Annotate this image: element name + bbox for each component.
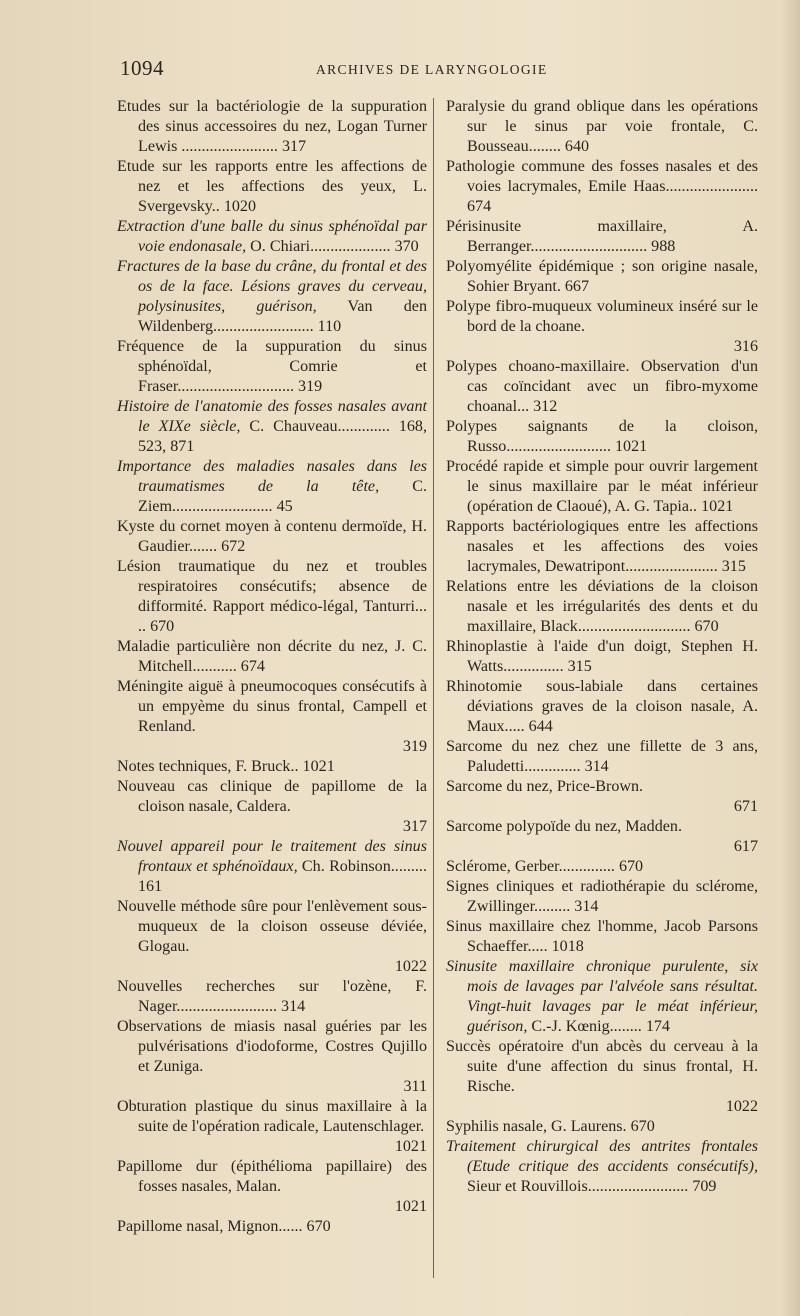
index-entry [446,877,758,917]
entry-text: Sarcome du nez, Price-Brown. [446,778,644,795]
index-entry [446,577,758,637]
index-entry [117,1097,427,1157]
entry-title-italic: Nouvel appareil pour le traitement des sinus frontaux et sphénoïdaux, [117,838,427,875]
entry-title-italic: Importance des maladies nasales dans les traumatismes de la tête, [117,458,427,495]
index-entry [446,677,758,737]
entry-text: Polyomyélite épidémique ; son origine nasale, Sohier Bryant. 667 [446,258,758,295]
entry-text: Signes cliniques et radiothérapie du sclérome, Zwillinger......... 314 [446,878,758,915]
entry-page-number: 1022 [725,1098,758,1115]
entry-text: Syphilis nasale, G. Laurens. 670 [446,1118,655,1135]
index-entry [446,777,758,817]
index-entry [117,1157,427,1217]
entry-text: Nouvelles recherches sur l'ozène, F. Nager......................... 314 [117,978,427,1015]
running-title: ARCHIVES DE LARYNGOLOGIE [316,62,548,77]
entry-text: Polype fibro-muqueux volumineux inséré sur le bord de la choane. [446,298,758,335]
page-number: 1094 [120,56,164,80]
entry-text: Obturation plastique du sinus maxillaire à la suite de l'opération radicale, Lautenschlager. [117,1098,427,1135]
entry-text: Kyste du cornet moyen à contenu dermoïde, H. Gaudier....... 672 [117,518,427,555]
index-entry [446,97,758,157]
index-entry [446,157,758,217]
index-entry [446,417,758,457]
entry-text: Van den Wildenberg......................... 110 [138,298,427,335]
entry-text: Nouvelle méthode sûre pour l'enlèvement sous-muqueux de la cloison osseuse déviée, Glogau. [117,898,427,955]
entry-text: Papillome dur (épithélioma papillaire) des fosses nasales, Malan. [117,1158,427,1195]
entry-text: O. Chiari.................... 370 [246,238,419,255]
entry-text: Rapports bactériologiques entre les affections nasales et les affections des voies lacrymales, Dewatripont....................... 315 [446,518,758,575]
entry-page-number: 319 [402,738,427,755]
entry-title-italic: Extraction d'une balle du sinus sphénoïdal par voie endonasale, [117,218,427,255]
index-entry [117,637,427,677]
index-entry [446,357,758,417]
entry-page-number: 1021 [394,1198,427,1215]
entry-text: Sinus maxillaire chez l'homme, Jacob Parsons Schaeffer..... 1018 [446,918,758,955]
entry-text: Relations entre les déviations de la cloison nasale et les irrégularités des dents et du maxillaire, Black............................ 670 [446,578,758,635]
entry-page-number: 1022 [394,958,427,975]
index-entry [117,977,427,1017]
entry-text: C. Chauveau............. 168, 523, 871 [138,418,428,455]
entry-text: C.-J. Kœnig........ 174 [527,1018,670,1035]
entry-page-number: 311 [403,1078,427,1095]
index-entry [446,957,758,1037]
index-entry [446,517,758,577]
index-entry [117,1017,427,1097]
index-entry [117,897,427,977]
entry-text: Méningite aiguë à pneumocoques consécutifs à un empyème du sinus frontal, Campell et Renland. [117,678,427,735]
entry-text: Papillome nasal, Mignon...... 670 [117,1218,331,1235]
entry-page-number: 671 [733,798,758,815]
page-header [120,56,780,86]
entry-text: Nouveau cas clinique de papillome de la cloison nasale, Caldera. [117,778,427,815]
index-entry [117,457,427,517]
entry-text: Fréquence de la suppuration du sinus sphénoïdal, Comrie et Fraser............................. 319 [117,338,427,395]
entry-text: Pathologie commune des fosses nasales et des voies lacrymales, Emile Haas....................... 674 [446,158,758,215]
entry-text: Etudes sur la bactériologie de la suppuration des sinus accessoires du nez, Logan Turner Lewis ........................ 317 [117,98,427,155]
entry-text: Notes techniques, F. Bruck.. 1021 [117,758,335,775]
page-edge-shadow [782,0,800,1316]
index-entry [446,257,758,297]
index-column-right [446,97,758,1197]
entry-title-italic: Sinusite maxillaire chronique purulente, six mois de lavages par l'alvéole sans résultat. Vingt-huit lavages par le méat inférieur, guérison, [446,958,758,1035]
index-entry [446,817,758,857]
entry-text: Paralysie du grand oblique dans les opérations sur le sinus par voie frontale, C. Bousseau........ 640 [446,98,758,155]
entry-text: Polypes saignants de la cloison, Russo.......................... 1021 [446,418,758,455]
entry-text: Ch. Robinson......... 161 [138,858,427,895]
entry-text: Périsinusite maxillaire, A. Berranger............................. 988 [446,218,758,255]
entry-text: Rhinoplastie à l'aide d'un doigt, Stephen H. Watts............... 315 [446,638,758,675]
entry-title-italic: Traitement chirurgical des antrites frontales (Etude critique des accidents consécutifs), [446,1138,758,1175]
index-entry [446,637,758,677]
entry-text: Succès opératoire d'un abcès du cerveau à la suite d'une affection du sinus frontal, H. Rische. [446,1038,758,1095]
index-entry [117,257,427,337]
entry-text: Polypes choano-maxillaire. Observation d'un cas coïncidant avec un fibro-myxome choanal... 312 [446,358,758,415]
index-entry [446,297,758,357]
entry-page-number: 617 [733,838,758,855]
index-entry [117,837,427,897]
index-entry [446,457,758,517]
entry-text: Etude sur les rapports entre les affections de nez et les affections des yeux, L. Svergevsky.. 1020 [117,158,427,215]
index-entry [446,1117,758,1137]
entry-page-number: 317 [402,818,427,835]
column-divider [433,98,434,1278]
index-entry [117,1217,427,1237]
entry-text: Maladie particulière non décrite du nez, J. C. Mitchell........... 674 [117,638,427,675]
entry-text: Sarcome polypoïde du nez, Madden. [446,818,682,835]
entry-title-italic: Histoire de l'anatomie des fosses nasales avant le XIXe siècle, [117,398,427,435]
index-entry [117,557,427,637]
index-entry [117,397,427,457]
entry-title-italic: Fractures de la base du crâne, du frontal et des os de la face. Lésions graves du cerveau, polysinusites, guérison, [117,258,427,315]
entry-text: Procédé rapide et simple pour ouvrir largement le sinus maxillaire par le méat inférieur (opération de Claoué), A. G. Tapia.. 1021 [446,458,758,515]
index-entry [446,857,758,877]
index-entry [446,1137,758,1197]
entry-page-number: 316 [733,338,758,355]
index-entry [117,777,427,837]
index-column-left [117,97,427,1237]
index-entry [446,217,758,257]
entry-text: C. Ziem......................... 45 [138,478,427,515]
index-entry [117,157,427,217]
index-entry [117,97,427,157]
index-entry [446,737,758,777]
entry-page-number: 1021 [394,1138,427,1155]
index-entry [117,517,427,557]
index-entry [117,337,427,397]
entry-text: Observations de miasis nasal guéries par les pulvérisations d'iodoforme, Costres Qujillo et Zuniga. [117,1018,427,1075]
entry-text: Sieur et Rouvillois......................... 709 [467,1178,717,1195]
index-entry [446,1037,758,1117]
index-entry [117,677,427,757]
entry-text: Lésion traumatique du nez et troubles respiratoires consécutifs; absence de difformité. Rapport médico-légal, Tanturri... .. 670 [117,558,427,635]
index-entry [117,757,427,777]
entry-text: Sclérome, Gerber.............. 670 [446,858,644,875]
entry-text: Sarcome du nez chez une fillette de 3 ans, Paludetti.............. 314 [446,738,758,775]
index-entry [117,217,427,257]
entry-text: Rhinotomie sous-labiale dans certaines déviations graves de la cloison nasale, A. Maux..... 644 [446,678,758,735]
index-entry [446,917,758,957]
